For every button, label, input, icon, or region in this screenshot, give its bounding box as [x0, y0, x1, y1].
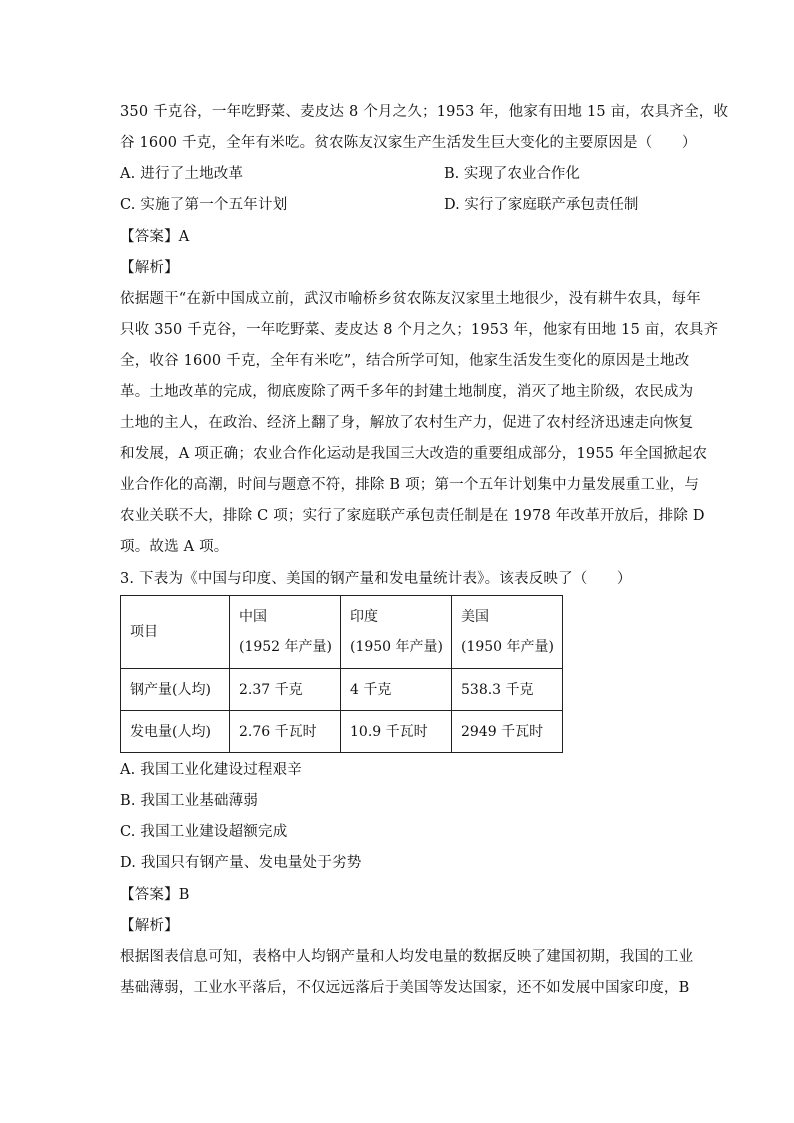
row-label: 钢产量(人均)	[121, 669, 230, 711]
q2-analysis-line: 依据题干“在新中国成立前，武汉市喻桥乡贫农陈友汉家里土地很少，没有耕牛农具，每年	[120, 291, 701, 307]
cell-china: 2.76 千瓦时	[230, 711, 341, 753]
header-usa-label: 美国	[461, 609, 489, 625]
cell-india: 4 千克	[341, 669, 452, 711]
q3-option-c: C. 我国工业建设超额完成	[120, 824, 288, 840]
header-usa-year: (1950 年产量)	[461, 639, 555, 655]
q2-analysis-line: 只收 350 千克谷，一年吃野菜、麦皮达 8 个月之久；1953 年，他家有田地 15 亩，农具齐	[120, 322, 719, 338]
q2-analysis-line: 业合作化的高潮，时间与题意不符，排除 B 项；第一个五年计划集中力量发展重工业，与	[120, 477, 700, 493]
q3-answer: 【答案】B	[120, 887, 190, 903]
header-india-year: (1950 年产量)	[350, 639, 444, 655]
header-india-label: 印度	[350, 609, 378, 625]
table-header-item	[121, 596, 230, 669]
q2-analysis-line: 革。土地改革的完成，彻底废除了两千多年的封建土地制度，消灭了地主阶级，农民成为	[120, 384, 694, 400]
q2-analysis-line: 土地的主人，在政治、经济上翻了身，解放了农村生产力，促进了农村经济迅速走向恢复	[120, 415, 694, 431]
cell-usa: 2949 千瓦时	[452, 711, 563, 753]
q2-stem-line-1: 350 千克谷，一年吃野菜、麦皮达 8 个月之久；1953 年，他家有田地 15 亩，农具齐全，收	[120, 104, 729, 120]
q2-option-d: D. 实行了家庭联产承包责任制	[444, 197, 639, 213]
table-row	[121, 711, 563, 753]
row-label: 发电量(人均)	[121, 711, 230, 753]
q2-analysis-line: 全，收谷 1600 千克，全年有米吃”，结合所学可知，他家生活发生变化的原因是土地改	[120, 353, 690, 369]
q2-option-c: C. 实施了第一个五年计划	[120, 197, 288, 213]
table-header-usa	[452, 596, 563, 669]
q3-stem: 3. 下表为《中国与印度、美国的钢产量和发电量统计表》。该表反映了（ ）	[120, 571, 632, 587]
table-header-row	[121, 596, 563, 669]
cell-india: 10.9 千瓦时	[341, 711, 452, 753]
q2-option-b: B. 实现了农业合作化	[444, 166, 580, 182]
header-item-label: 项目	[130, 624, 158, 640]
q3-option-b: B. 我国工业基础薄弱	[120, 793, 259, 809]
q2-analysis-line: 农业关联不大，排除 C 项；实行了家庭联产承包责任制是在 1978 年改革开放后，排除 D	[120, 508, 705, 524]
table-row	[121, 669, 563, 711]
q2-option-a: A. 进行了土地改革	[120, 166, 244, 182]
table-header-india	[341, 596, 452, 669]
header-china-year: (1952 年产量)	[239, 639, 333, 655]
statistics-table	[120, 595, 563, 753]
q2-stem-line-2: 谷 1600 千克，全年有米吃。贫农陈友汉家生产生活发生巨大变化的主要原因是（ ）	[120, 135, 697, 151]
q3-analysis-label: 【解析】	[120, 918, 179, 934]
header-china-label: 中国	[239, 609, 267, 625]
cell-usa: 538.3 千克	[452, 669, 563, 711]
q3-option-a: A. 我国工业化建设过程艰辛	[120, 762, 302, 778]
q2-answer: 【答案】A	[120, 229, 190, 245]
q2-analysis-line: 项。故选 A 项。	[120, 539, 229, 555]
table-header-china	[230, 596, 341, 669]
q3-analysis-line: 根据图表信息可知，表格中人均钢产量和人均发电量的数据反映了建国初期，我国的工业	[120, 949, 694, 965]
q3-option-d: D. 我国只有钢产量、发电量处于劣势	[120, 855, 362, 871]
cell-china: 2.37 千克	[230, 669, 341, 711]
q2-analysis-line: 和发展，A 项正确；农业合作化运动是我国三大改造的重要组成部分，1955 年全国掀起农	[120, 446, 708, 462]
q3-analysis-line: 基础薄弱，工业水平落后，不仅远远落后于美国等发达国家，还不如发展中国家印度，B	[120, 980, 690, 996]
q2-analysis-label: 【解析】	[120, 260, 179, 276]
